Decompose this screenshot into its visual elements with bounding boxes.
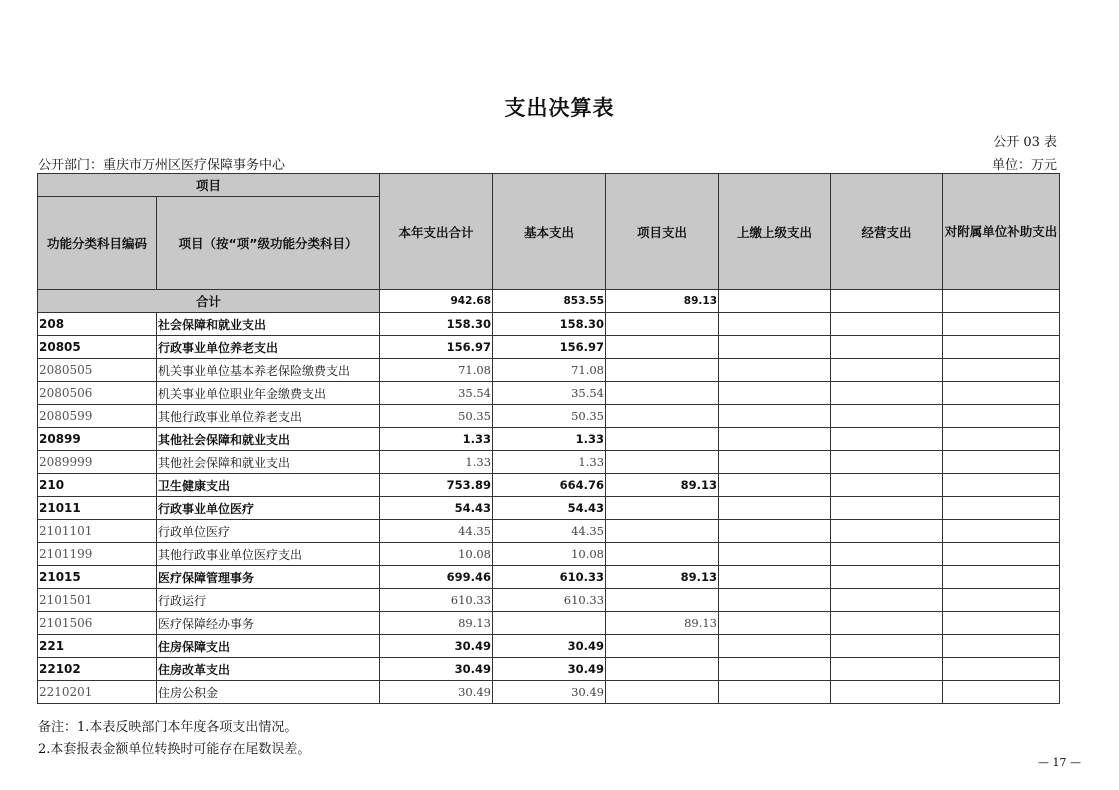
row-cell-total: 54.43 xyxy=(380,497,493,520)
table-row xyxy=(38,313,1060,336)
row-cell-total: 156.97 xyxy=(380,336,493,359)
header-basic: 基本支出 xyxy=(493,174,606,290)
row-cell-basic: 35.54 xyxy=(493,382,606,405)
note-line-2: 2.本套报表金额单位转换时可能存在尾数误差。 xyxy=(38,742,311,757)
row-cell-project xyxy=(606,658,719,681)
row-cell-subsidy xyxy=(943,497,1060,520)
row-cell-basic: 156.97 xyxy=(493,336,606,359)
table-row xyxy=(38,359,1060,382)
row-cell-project xyxy=(606,497,719,520)
row-cell-project xyxy=(606,451,719,474)
row-cell-business xyxy=(831,543,943,566)
table-row xyxy=(38,543,1060,566)
header-name: 项目（按“项”级功能分类科目） xyxy=(157,197,380,290)
row-cell-business xyxy=(831,635,943,658)
table-row xyxy=(38,658,1060,681)
header-item-group: 项目 xyxy=(38,174,380,197)
row-cell-subsidy xyxy=(943,658,1060,681)
row-cell-subsidy xyxy=(943,474,1060,497)
row-code: 2089999 xyxy=(38,451,157,474)
header-superior: 上缴上级支出 xyxy=(719,174,831,290)
row-cell-total: 44.35 xyxy=(380,520,493,543)
row-cell-superior xyxy=(719,566,831,589)
row-name: 医疗保障管理事务 xyxy=(157,566,380,589)
page-title: 支出决算表 xyxy=(504,96,615,120)
row-cell-total: 1.33 xyxy=(380,451,493,474)
row-cell-business xyxy=(831,359,943,382)
row-cell-project xyxy=(606,681,719,704)
row-cell-basic: 158.30 xyxy=(493,313,606,336)
row-cell-subsidy xyxy=(943,336,1060,359)
row-cell-basic: 71.08 xyxy=(493,359,606,382)
expenditure-table xyxy=(37,173,1060,704)
row-cell-business xyxy=(831,566,943,589)
row-cell-superior xyxy=(719,497,831,520)
row-cell-subsidy xyxy=(943,612,1060,635)
total-cell-superior xyxy=(719,290,831,313)
row-name: 其他行政事业单位医疗支出 xyxy=(157,543,380,566)
row-code: 21015 xyxy=(38,566,157,589)
row-code: 2080505 xyxy=(38,359,157,382)
row-cell-project: 89.13 xyxy=(606,474,719,497)
row-cell-business xyxy=(831,474,943,497)
row-cell-basic: 30.49 xyxy=(493,658,606,681)
row-name: 其他行政事业单位养老支出 xyxy=(157,405,380,428)
row-cell-business xyxy=(831,382,943,405)
row-cell-business xyxy=(831,612,943,635)
total-row xyxy=(38,290,1060,313)
row-cell-subsidy xyxy=(943,359,1060,382)
row-name: 医疗保障经办事务 xyxy=(157,612,380,635)
row-name: 行政运行 xyxy=(157,589,380,612)
row-name: 行政事业单位医疗 xyxy=(157,497,380,520)
department-label: 公开部门：重庆市万州区医疗保障事务中心 xyxy=(38,158,286,173)
row-cell-total: 50.35 xyxy=(380,405,493,428)
table-row xyxy=(38,566,1060,589)
row-cell-total: 699.46 xyxy=(380,566,493,589)
row-name: 其他社会保障和就业支出 xyxy=(157,428,380,451)
row-cell-subsidy xyxy=(943,382,1060,405)
row-name: 住房改革支出 xyxy=(157,658,380,681)
row-cell-subsidy xyxy=(943,566,1060,589)
total-cell-subsidy xyxy=(943,290,1060,313)
row-cell-business xyxy=(831,336,943,359)
row-cell-total: 158.30 xyxy=(380,313,493,336)
row-code: 22102 xyxy=(38,658,157,681)
row-cell-subsidy xyxy=(943,543,1060,566)
row-cell-total: 89.13 xyxy=(380,612,493,635)
unit-label: 单位：万元 xyxy=(991,158,1057,173)
row-name: 其他社会保障和就业支出 xyxy=(157,451,380,474)
row-name: 行政单位医疗 xyxy=(157,520,380,543)
row-cell-subsidy xyxy=(943,681,1060,704)
row-cell-business xyxy=(831,313,943,336)
row-cell-basic: 44.35 xyxy=(493,520,606,543)
row-cell-superior xyxy=(719,451,831,474)
total-cell-business xyxy=(831,290,943,313)
row-cell-superior xyxy=(719,589,831,612)
row-cell-superior xyxy=(719,543,831,566)
row-cell-basic: 1.33 xyxy=(493,428,606,451)
row-cell-superior xyxy=(719,359,831,382)
row-code: 21011 xyxy=(38,497,157,520)
row-cell-project xyxy=(606,382,719,405)
header-project: 项目支出 xyxy=(606,174,719,290)
row-cell-project xyxy=(606,543,719,566)
row-cell-subsidy xyxy=(943,635,1060,658)
header-subsidy: 对附属单位补助支出 xyxy=(943,174,1060,290)
page-number: — 17 — xyxy=(1038,756,1081,769)
row-name: 机关事业单位基本养老保险缴费支出 xyxy=(157,359,380,382)
row-cell-subsidy xyxy=(943,589,1060,612)
row-cell-superior xyxy=(719,635,831,658)
row-cell-basic: 50.35 xyxy=(493,405,606,428)
row-cell-total: 610.33 xyxy=(380,589,493,612)
table-row xyxy=(38,474,1060,497)
row-cell-subsidy xyxy=(943,405,1060,428)
row-cell-basic xyxy=(493,612,606,635)
row-code: 2101506 xyxy=(38,612,157,635)
row-cell-project xyxy=(606,589,719,612)
row-cell-business xyxy=(831,520,943,543)
row-cell-basic: 610.33 xyxy=(493,589,606,612)
header-business: 经营支出 xyxy=(831,174,943,290)
row-name: 卫生健康支出 xyxy=(157,474,380,497)
row-cell-total: 10.08 xyxy=(380,543,493,566)
total-cell-basic: 853.55 xyxy=(493,290,606,313)
row-cell-project: 89.13 xyxy=(606,566,719,589)
row-cell-basic: 610.33 xyxy=(493,566,606,589)
row-cell-business xyxy=(831,405,943,428)
row-cell-basic: 30.49 xyxy=(493,681,606,704)
row-name: 社会保障和就业支出 xyxy=(157,313,380,336)
table-row xyxy=(38,497,1060,520)
row-name: 住房公积金 xyxy=(157,681,380,704)
row-cell-superior xyxy=(719,313,831,336)
row-cell-total: 30.49 xyxy=(380,658,493,681)
table-row xyxy=(38,520,1060,543)
row-cell-superior xyxy=(719,681,831,704)
table-row xyxy=(38,336,1060,359)
row-cell-total: 30.49 xyxy=(380,635,493,658)
row-code: 20899 xyxy=(38,428,157,451)
row-code: 210 xyxy=(38,474,157,497)
row-cell-superior xyxy=(719,612,831,635)
row-cell-project: 89.13 xyxy=(606,612,719,635)
row-cell-subsidy xyxy=(943,520,1060,543)
row-cell-total: 30.49 xyxy=(380,681,493,704)
row-cell-subsidy xyxy=(943,428,1060,451)
table-row xyxy=(38,589,1060,612)
table-row xyxy=(38,428,1060,451)
row-cell-business xyxy=(831,681,943,704)
total-cell-project: 89.13 xyxy=(606,290,719,313)
row-cell-subsidy xyxy=(943,451,1060,474)
row-name: 行政事业单位养老支出 xyxy=(157,336,380,359)
row-name: 机关事业单位职业年金缴费支出 xyxy=(157,382,380,405)
row-code: 221 xyxy=(38,635,157,658)
row-cell-subsidy xyxy=(943,313,1060,336)
row-cell-business xyxy=(831,451,943,474)
row-cell-basic: 30.49 xyxy=(493,635,606,658)
row-cell-superior xyxy=(719,405,831,428)
row-cell-basic: 1.33 xyxy=(493,451,606,474)
row-code: 2210201 xyxy=(38,681,157,704)
row-cell-project xyxy=(606,336,719,359)
row-cell-project xyxy=(606,405,719,428)
row-cell-project xyxy=(606,428,719,451)
row-cell-project xyxy=(606,635,719,658)
row-cell-basic: 10.08 xyxy=(493,543,606,566)
row-cell-business xyxy=(831,428,943,451)
header-code: 功能分类科目编码 xyxy=(38,197,157,290)
row-code: 208 xyxy=(38,313,157,336)
row-name: 住房保障支出 xyxy=(157,635,380,658)
row-cell-superior xyxy=(719,474,831,497)
total-cell-total: 942.68 xyxy=(380,290,493,313)
form-number: 公开 03 表 xyxy=(993,135,1057,150)
row-cell-project xyxy=(606,359,719,382)
row-cell-basic: 664.76 xyxy=(493,474,606,497)
table-row xyxy=(38,405,1060,428)
table-row xyxy=(38,382,1060,405)
total-label: 合计 xyxy=(38,290,380,313)
row-code: 2101501 xyxy=(38,589,157,612)
row-cell-superior xyxy=(719,658,831,681)
row-code: 2101101 xyxy=(38,520,157,543)
row-cell-total: 35.54 xyxy=(380,382,493,405)
row-cell-total: 1.33 xyxy=(380,428,493,451)
row-code: 2080599 xyxy=(38,405,157,428)
table-row xyxy=(38,612,1060,635)
row-cell-business xyxy=(831,658,943,681)
table-row xyxy=(38,681,1060,704)
row-cell-superior xyxy=(719,336,831,359)
row-cell-total: 753.89 xyxy=(380,474,493,497)
row-cell-superior xyxy=(719,520,831,543)
row-cell-project xyxy=(606,520,719,543)
header-total: 本年支出合计 xyxy=(380,174,493,290)
table-row xyxy=(38,451,1060,474)
row-code: 2101199 xyxy=(38,543,157,566)
note-line-1: 备注：1.本表反映部门本年度各项支出情况。 xyxy=(38,720,298,735)
row-cell-project xyxy=(606,313,719,336)
table-row xyxy=(38,635,1060,658)
row-cell-business xyxy=(831,497,943,520)
row-cell-basic: 54.43 xyxy=(493,497,606,520)
row-code: 20805 xyxy=(38,336,157,359)
row-cell-total: 71.08 xyxy=(380,359,493,382)
row-code: 2080506 xyxy=(38,382,157,405)
row-cell-business xyxy=(831,589,943,612)
row-cell-superior xyxy=(719,382,831,405)
row-cell-superior xyxy=(719,428,831,451)
